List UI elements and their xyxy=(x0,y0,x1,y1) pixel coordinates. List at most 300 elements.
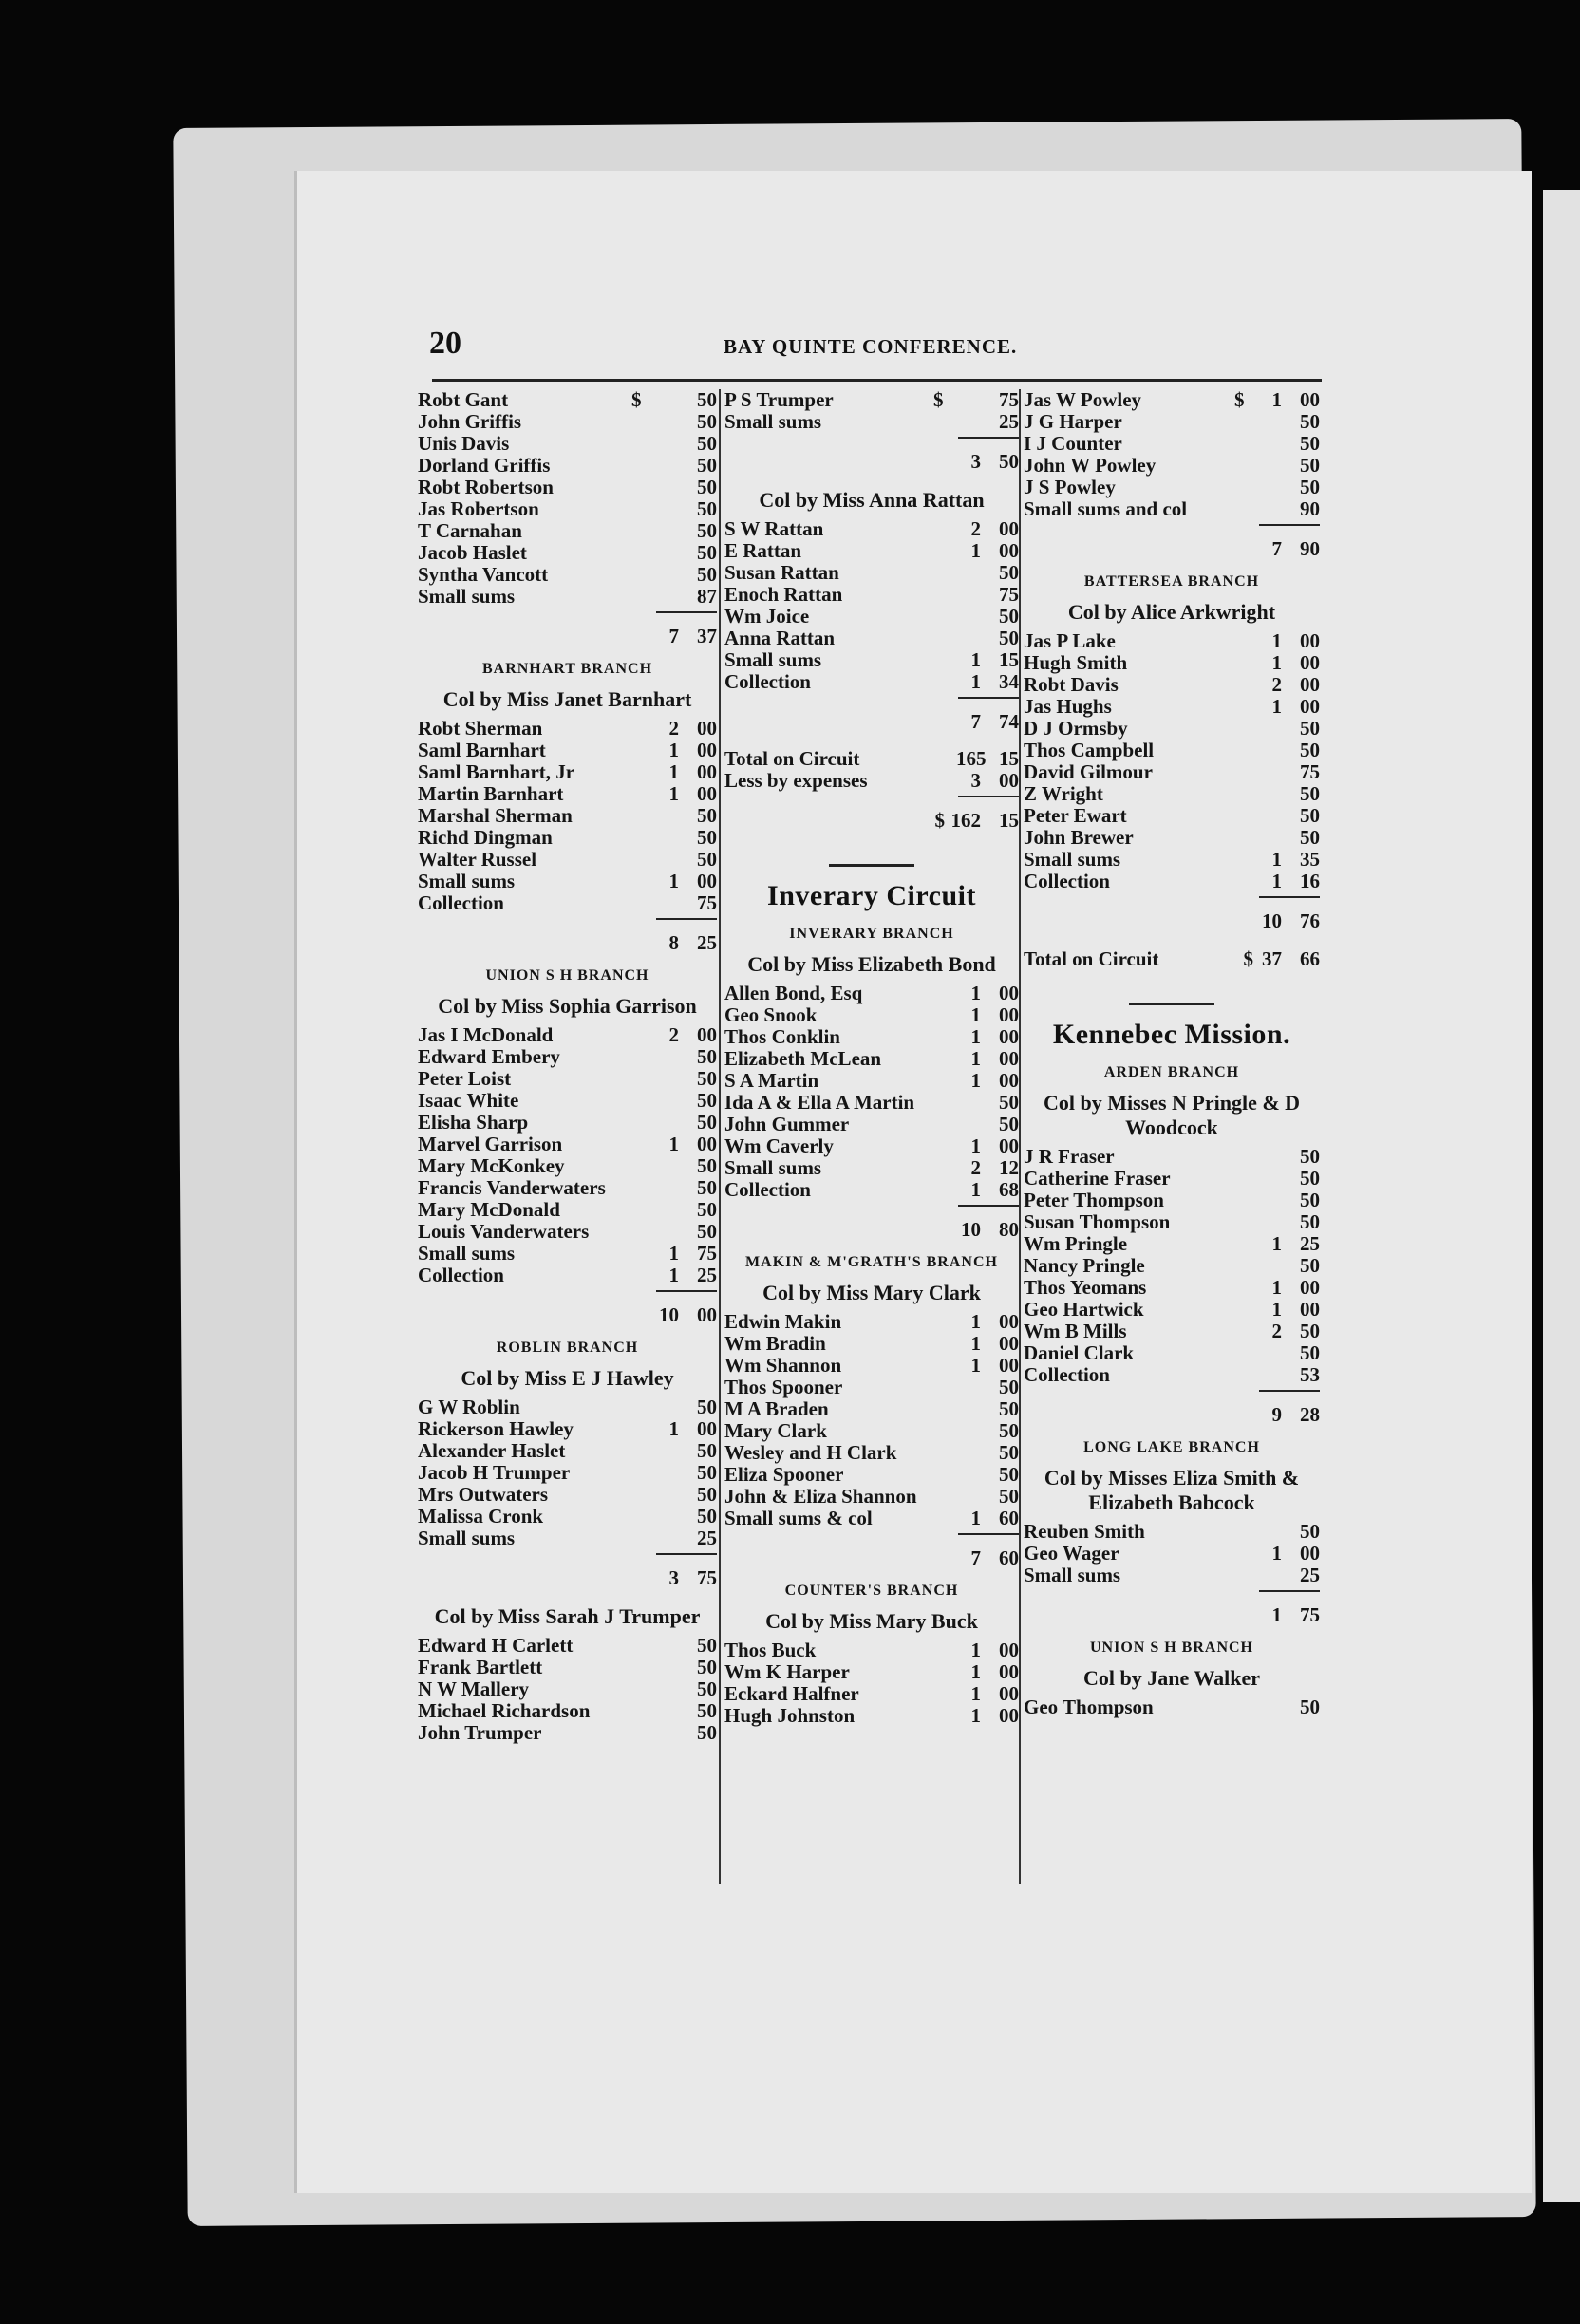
section-rule xyxy=(1129,1003,1214,1005)
entry-row xyxy=(418,1635,717,1657)
entry-row xyxy=(724,584,1019,606)
contributor-name: Reuben Smith xyxy=(1024,1521,1145,1543)
amount-cents: 00 xyxy=(999,1069,1019,1092)
entry-row xyxy=(724,1114,1019,1135)
amount-cents: 00 xyxy=(1300,1298,1320,1321)
entry-row xyxy=(1024,1211,1320,1233)
sum-rule xyxy=(958,796,1019,797)
contributor-name: Edward H Carlett xyxy=(418,1635,574,1657)
total-line xyxy=(418,931,717,954)
contributor-name: Wm Bradin xyxy=(724,1333,826,1355)
amount-cents: 00 xyxy=(999,1003,1019,1026)
total-cents: 76 xyxy=(1300,909,1320,932)
entry-row xyxy=(1024,761,1320,783)
total-dollars: 162 xyxy=(950,809,981,832)
amount-dollars: 1 xyxy=(668,1264,679,1286)
sum-rule xyxy=(656,611,717,613)
amount-dollars: 1 xyxy=(970,982,981,1004)
amount-cents: 25 xyxy=(1300,1564,1320,1586)
contributor-name: Nancy Pringle xyxy=(1024,1255,1145,1277)
sum-rule xyxy=(958,1533,1019,1535)
contributor-name: S A Martin xyxy=(724,1070,819,1092)
amount-cents: 68 xyxy=(999,1178,1019,1201)
amount-cents: 50 xyxy=(697,1634,717,1657)
contributor-name: Saml Barnhart xyxy=(418,740,546,761)
amount-cents: 50 xyxy=(697,1089,717,1112)
contributor-name: Frank Bartlett xyxy=(418,1657,543,1678)
entry-row xyxy=(418,1722,717,1744)
amount-cents: 50 xyxy=(697,563,717,586)
amount-cents: 00 xyxy=(999,982,1019,1004)
amount-cents: 60 xyxy=(999,1507,1019,1529)
amount-cents: 50 xyxy=(1300,1696,1320,1718)
running-title: BAY QUINTE CONFERENCE. xyxy=(724,335,1018,358)
contributor-name: John Trumper xyxy=(418,1722,542,1744)
amount-dollars: 1 xyxy=(970,1704,981,1727)
contributor-name: Susan Thompson xyxy=(1024,1211,1171,1233)
amount-cents: 00 xyxy=(697,717,717,740)
amount-dollars: 2 xyxy=(970,517,981,540)
entry-row xyxy=(418,1678,717,1700)
amount-cents: 50 xyxy=(697,1699,717,1722)
amount-dollars: 1 xyxy=(1271,1276,1282,1299)
total-dollars: 7 xyxy=(1271,537,1282,560)
amount-cents: 66 xyxy=(1300,947,1320,970)
amount-dollars: 1 xyxy=(970,1332,981,1355)
amount-cents: 50 xyxy=(697,1461,717,1484)
entry-row xyxy=(418,805,717,827)
entry-row xyxy=(1024,805,1320,827)
column-1 xyxy=(418,389,717,1744)
total-dollars: 3 xyxy=(970,450,981,473)
contributor-name: Jacob Haslet xyxy=(418,542,527,564)
contributor-name: J S Powley xyxy=(1024,477,1116,498)
subtotal xyxy=(418,1553,717,1589)
contributor-name: Ida A & Ella A Martin xyxy=(724,1092,915,1114)
entry-row xyxy=(724,1661,1019,1683)
entry-row xyxy=(418,498,717,520)
amount-cents: 00 xyxy=(999,1332,1019,1355)
collector-line: Col by Miss Elizabeth Bond xyxy=(747,952,996,976)
total-line xyxy=(724,1218,1019,1241)
amount-dollars: 2 xyxy=(1271,1320,1282,1342)
header-rule xyxy=(432,379,1322,382)
contributor-name: Martin Barnhart xyxy=(418,783,564,805)
contributor-name: John Brewer xyxy=(1024,827,1134,849)
entry-row xyxy=(1024,1299,1320,1321)
contributor-name: Robt Gant xyxy=(418,389,509,411)
entry-row xyxy=(418,761,717,783)
entry-row xyxy=(418,871,717,892)
contributor-name: Less by expenses xyxy=(724,770,868,792)
branch-heading: BATTERSEA BRANCH xyxy=(1083,573,1260,590)
entry-row xyxy=(724,1048,1019,1070)
amount-cents: 50 xyxy=(697,804,717,827)
contributor-name: John Griffis xyxy=(418,411,522,433)
total-line xyxy=(724,809,1019,832)
contributor-name: Collection xyxy=(724,671,811,693)
entry-row xyxy=(1024,433,1320,455)
amount-dollars: 1 xyxy=(1271,1542,1282,1565)
entry-row xyxy=(418,455,717,477)
entry-row xyxy=(418,827,717,849)
contributor-list xyxy=(724,518,1019,693)
entry-row xyxy=(418,1527,717,1549)
total-line xyxy=(1024,909,1320,932)
amount-cents: 50 xyxy=(1300,432,1320,455)
entry-row xyxy=(724,1683,1019,1705)
entry-row xyxy=(1024,1565,1320,1586)
total-line xyxy=(1024,537,1320,560)
amount-cents: 00 xyxy=(1300,673,1320,696)
subtotal xyxy=(1024,1390,1320,1426)
entry-row xyxy=(724,1398,1019,1420)
entry-row xyxy=(724,671,1019,693)
amount-cents: 00 xyxy=(999,517,1019,540)
facing-page-edge xyxy=(1543,190,1580,2202)
contributor-name: Wesley and H Clark xyxy=(724,1442,897,1464)
dollar-sign: $ xyxy=(631,388,642,411)
amount-cents: 50 xyxy=(697,454,717,477)
amount-dollars: 1 xyxy=(668,739,679,761)
amount-cents: 50 xyxy=(697,1483,717,1506)
contributor-name: Geo Hartwick xyxy=(1024,1299,1144,1321)
amount-dollars: 2 xyxy=(970,1156,981,1179)
total-cents: 00 xyxy=(697,1303,717,1326)
collector-line: Col by Alice Arkwright xyxy=(1067,600,1276,624)
amount-dollars: 1 xyxy=(668,870,679,892)
amount-cents: 50 xyxy=(1300,1320,1320,1342)
entry-row xyxy=(724,1092,1019,1114)
amount-cents: 87 xyxy=(697,585,717,608)
entry-row xyxy=(724,1420,1019,1442)
total-dollars: 7 xyxy=(668,625,679,647)
contributor-list xyxy=(418,1396,717,1549)
sum-rule xyxy=(1259,896,1320,898)
entry-row xyxy=(724,606,1019,628)
contributor-name: Marvel Garrison xyxy=(418,1134,563,1155)
amount-cents: 50 xyxy=(697,476,717,498)
amount-cents: 75 xyxy=(697,891,717,914)
entry-row xyxy=(724,983,1019,1004)
amount-cents: 00 xyxy=(697,1417,717,1440)
total-cents: 75 xyxy=(697,1566,717,1589)
amount-cents: 25 xyxy=(1300,1232,1320,1255)
amount-dollars: 1 xyxy=(1271,1298,1282,1321)
sum-rule xyxy=(656,1553,717,1555)
total-dollars: 10 xyxy=(961,1218,981,1241)
total-dollars: 3 xyxy=(668,1566,679,1589)
amount-cents: 50 xyxy=(697,410,717,433)
amount-cents: 50 xyxy=(697,1045,717,1068)
entry-row xyxy=(418,433,717,455)
amount-cents: 00 xyxy=(999,1354,1019,1377)
branch-heading: BARNHART BRANCH xyxy=(481,661,653,677)
contributor-name: E Rattan xyxy=(724,540,802,562)
contributor-name: D J Ormsby xyxy=(1024,718,1128,740)
contributor-name: Elisha Sharp xyxy=(418,1112,529,1134)
branch-heading: UNION S H BRANCH xyxy=(1089,1640,1253,1656)
amount-cents: 15 xyxy=(999,648,1019,671)
entry-row xyxy=(418,411,717,433)
contributor-name: Peter Thompson xyxy=(1024,1190,1164,1211)
total-dollars: 7 xyxy=(970,710,981,733)
amount-cents: 00 xyxy=(1300,629,1320,652)
amount-dollars: 1 xyxy=(970,1310,981,1333)
amount-cents: 16 xyxy=(1300,870,1320,892)
total-cents: 37 xyxy=(697,625,717,647)
entry-row xyxy=(418,892,717,914)
contributor-name: Hugh Smith xyxy=(1024,652,1128,674)
amount-cents: 50 xyxy=(697,1396,717,1418)
amount-cents: 50 xyxy=(697,1721,717,1744)
contributor-name: Small sums xyxy=(724,1157,822,1179)
contributor-name: Wm Shannon xyxy=(724,1355,842,1377)
entry-row xyxy=(1024,674,1320,696)
contributor-name: Alexander Haslet xyxy=(418,1440,566,1462)
contributor-name: Wm Joice xyxy=(724,606,810,628)
entry-row xyxy=(724,389,1019,411)
contributor-name: J G Harper xyxy=(1024,411,1122,433)
amount-cents: 50 xyxy=(999,627,1019,649)
amount-cents: 50 xyxy=(697,519,717,542)
dollar-sign: $ xyxy=(1243,947,1253,970)
amount-dollars: 1 xyxy=(970,1178,981,1201)
entry-row xyxy=(724,1464,1019,1486)
contributor-list xyxy=(1024,389,1320,520)
contributor-name: Mrs Outwaters xyxy=(418,1484,549,1506)
amount-cents: 00 xyxy=(999,539,1019,562)
amount-dollars: 1 xyxy=(1271,870,1282,892)
subtotal xyxy=(724,697,1019,733)
entry-row xyxy=(724,628,1019,649)
amount-cents: 50 xyxy=(697,848,717,871)
branch-heading: ROBLIN BRANCH xyxy=(496,1340,639,1356)
contributor-name: Jas W Powley xyxy=(1024,389,1142,411)
amount-cents: 50 xyxy=(1300,739,1320,761)
sum-rule xyxy=(656,918,717,920)
contributor-name: P S Trumper xyxy=(724,389,834,411)
entry-row xyxy=(724,1311,1019,1333)
sum-rule xyxy=(958,1205,1019,1207)
entry-row xyxy=(418,586,717,608)
amount-cents: 50 xyxy=(1300,454,1320,477)
contributor-name: Total on Circuit xyxy=(724,748,860,770)
contributor-name: Isaac White xyxy=(418,1090,519,1112)
total-line xyxy=(724,1546,1019,1569)
entry-row xyxy=(418,1068,717,1090)
total-dollars: 9 xyxy=(1271,1403,1282,1426)
entry-row xyxy=(1024,783,1320,805)
entry-row xyxy=(1024,718,1320,740)
contributor-name: Small sums & col xyxy=(724,1508,873,1529)
section-rule xyxy=(829,864,914,867)
entry-row xyxy=(1024,1321,1320,1342)
contributor-name: Small sums xyxy=(418,1243,516,1265)
amount-cents: 00 xyxy=(697,739,717,761)
amount-cents: 50 xyxy=(1300,1254,1320,1277)
contributor-name: Jas Robertson xyxy=(418,498,539,520)
total-cents: 15 xyxy=(999,809,1019,832)
contributor-name: Small sums and col xyxy=(1024,498,1188,520)
branch-heading: MAKIN & M'GRATH'S BRANCH xyxy=(745,1254,998,1270)
collector-line: Col by Jane Walker xyxy=(1082,1666,1260,1690)
contributor-name: Geo Thompson xyxy=(1024,1696,1154,1718)
sum-rule xyxy=(958,697,1019,699)
entry-row xyxy=(1024,696,1320,718)
entry-row xyxy=(418,1112,717,1134)
total-line xyxy=(1024,1403,1320,1426)
entry-row xyxy=(418,1396,717,1418)
entry-row xyxy=(418,1090,717,1112)
amount-cents: 50 xyxy=(1300,410,1320,433)
total-dollars: 10 xyxy=(1262,909,1282,932)
column-divider-1 xyxy=(719,389,721,1884)
entry-row xyxy=(418,1221,717,1243)
entry-row xyxy=(418,1462,717,1484)
amount-dollars: 1 xyxy=(970,1047,981,1070)
total-cents: 50 xyxy=(999,450,1019,473)
amount-cents: 90 xyxy=(1300,497,1320,520)
amount-cents: 50 xyxy=(697,1154,717,1177)
entry-row xyxy=(1024,411,1320,433)
contributor-name: Mary McDonald xyxy=(418,1199,560,1221)
amount-dollars: 2 xyxy=(1271,673,1282,696)
contributor-name: Francis Vanderwaters xyxy=(418,1177,606,1199)
entry-row xyxy=(1024,477,1320,498)
collector-line: Col by Misses N Pringle & D Woodcock xyxy=(1043,1091,1301,1139)
amount-cents: 75 xyxy=(999,583,1019,606)
amount-cents: 15 xyxy=(999,747,1019,770)
amount-dollars: 3 xyxy=(970,769,981,792)
entry-row xyxy=(724,770,1019,792)
total-dollars: 7 xyxy=(970,1546,981,1569)
circuit-total-line xyxy=(1024,947,1320,970)
amount-cents: 50 xyxy=(697,1656,717,1678)
entry-row xyxy=(418,1177,717,1199)
entry-row xyxy=(724,748,1019,770)
amount-dollars: 1 xyxy=(1271,388,1282,411)
branch-heading: COUNTER'S BRANCH xyxy=(784,1583,959,1599)
contributor-name: Small sums xyxy=(1024,849,1121,871)
amount-cents: 00 xyxy=(1300,695,1320,718)
entry-row xyxy=(1024,1342,1320,1364)
entry-row xyxy=(724,562,1019,584)
contributor-name: T Carnahan xyxy=(418,520,522,542)
contributor-name: Eckard Halfner xyxy=(724,1683,859,1705)
contributor-name: Mary Clark xyxy=(724,1420,827,1442)
contributor-name: Mary McKonkey xyxy=(418,1155,565,1177)
amount-dollars: 1 xyxy=(668,782,679,805)
amount-cents: 00 xyxy=(999,1682,1019,1705)
amount-cents: 50 xyxy=(999,561,1019,584)
contributor-list xyxy=(1024,1696,1320,1718)
amount-cents: 50 xyxy=(697,541,717,564)
amount-cents: 50 xyxy=(999,1419,1019,1442)
amount-dollars: 1 xyxy=(970,1069,981,1092)
entry-row xyxy=(724,1486,1019,1508)
entry-row xyxy=(724,1442,1019,1464)
amount-cents: 50 xyxy=(999,1463,1019,1486)
collector-line: Col by Miss Sarah J Trumper xyxy=(434,1604,701,1628)
amount-cents: 00 xyxy=(999,1310,1019,1333)
amount-cents: 00 xyxy=(697,760,717,783)
contributor-list xyxy=(1024,1146,1320,1386)
amount-cents: 00 xyxy=(999,769,1019,792)
contributor-list xyxy=(724,1311,1019,1529)
amount-cents: 00 xyxy=(999,1704,1019,1727)
contributor-name: Peter Ewart xyxy=(1024,805,1127,827)
contributor-name: Saml Barnhart, Jr xyxy=(418,761,575,783)
amount-dollars: 1 xyxy=(970,539,981,562)
contributor-name: Geo Wager xyxy=(1024,1543,1119,1565)
collector-line: Col by Miss Sophia Garrison xyxy=(438,994,697,1018)
amount-dollars: 1 xyxy=(668,760,679,783)
amount-cents: 00 xyxy=(1300,1542,1320,1565)
amount-cents: 00 xyxy=(999,1047,1019,1070)
total-dollars: 1 xyxy=(1271,1603,1282,1626)
subtotal xyxy=(1024,896,1320,932)
entry-row xyxy=(418,1440,717,1462)
amount-cents: 50 xyxy=(697,1067,717,1090)
amount-cents: 50 xyxy=(697,1677,717,1700)
amount-cents: 00 xyxy=(999,1025,1019,1048)
contributor-name: Wm K Harper xyxy=(724,1661,850,1683)
contributor-list xyxy=(1024,1521,1320,1586)
amount-cents: 53 xyxy=(1300,1363,1320,1386)
entry-row xyxy=(724,1157,1019,1179)
page-header xyxy=(429,326,1075,364)
amount-cents: 50 xyxy=(1300,717,1320,740)
amount-cents: 50 xyxy=(1300,1341,1320,1364)
contributor-name: Small sums xyxy=(724,649,822,671)
amount-cents: 50 xyxy=(1300,1189,1320,1211)
contributor-name: Allen Bond, Esq xyxy=(724,983,863,1004)
contributor-name: Peter Loist xyxy=(418,1068,512,1090)
contributor-name: Wm Pringle xyxy=(1024,1233,1128,1255)
entry-row xyxy=(724,1004,1019,1026)
entry-row xyxy=(418,1199,717,1221)
contributor-name: Jas I McDonald xyxy=(418,1024,554,1046)
entry-row xyxy=(1024,1168,1320,1190)
amount-dollars: 1 xyxy=(1271,695,1282,718)
collector-line: Col by Miss Anna Rattan xyxy=(759,488,985,512)
contributor-name: Walter Russel xyxy=(418,849,537,871)
entry-row xyxy=(1024,1543,1320,1565)
contributor-name: Eliza Spooner xyxy=(724,1464,844,1486)
subtotal xyxy=(1024,1590,1320,1626)
amount-cents: 50 xyxy=(999,1485,1019,1508)
contributor-name: Malissa Cronk xyxy=(418,1506,544,1527)
circuit-title: Inverary Circuit xyxy=(767,880,976,911)
entry-row xyxy=(1024,1521,1320,1543)
contributor-name: Elizabeth McLean xyxy=(724,1048,882,1070)
contributor-name: Small sums xyxy=(418,586,516,608)
entry-row xyxy=(724,1355,1019,1377)
contributor-name: Jas Hughs xyxy=(1024,696,1112,718)
branch-heading: LONG LAKE BRANCH xyxy=(1083,1439,1260,1455)
amount-cents: 00 xyxy=(999,1639,1019,1661)
entry-row xyxy=(1024,871,1320,892)
entry-row xyxy=(724,1135,1019,1157)
total-cents: 74 xyxy=(999,710,1019,733)
amount-cents: 50 xyxy=(999,1397,1019,1420)
total-cents: 25 xyxy=(697,931,717,954)
entry-row xyxy=(418,1657,717,1678)
entry-row xyxy=(1024,455,1320,477)
contributor-list xyxy=(724,983,1019,1201)
entry-row xyxy=(418,520,717,542)
